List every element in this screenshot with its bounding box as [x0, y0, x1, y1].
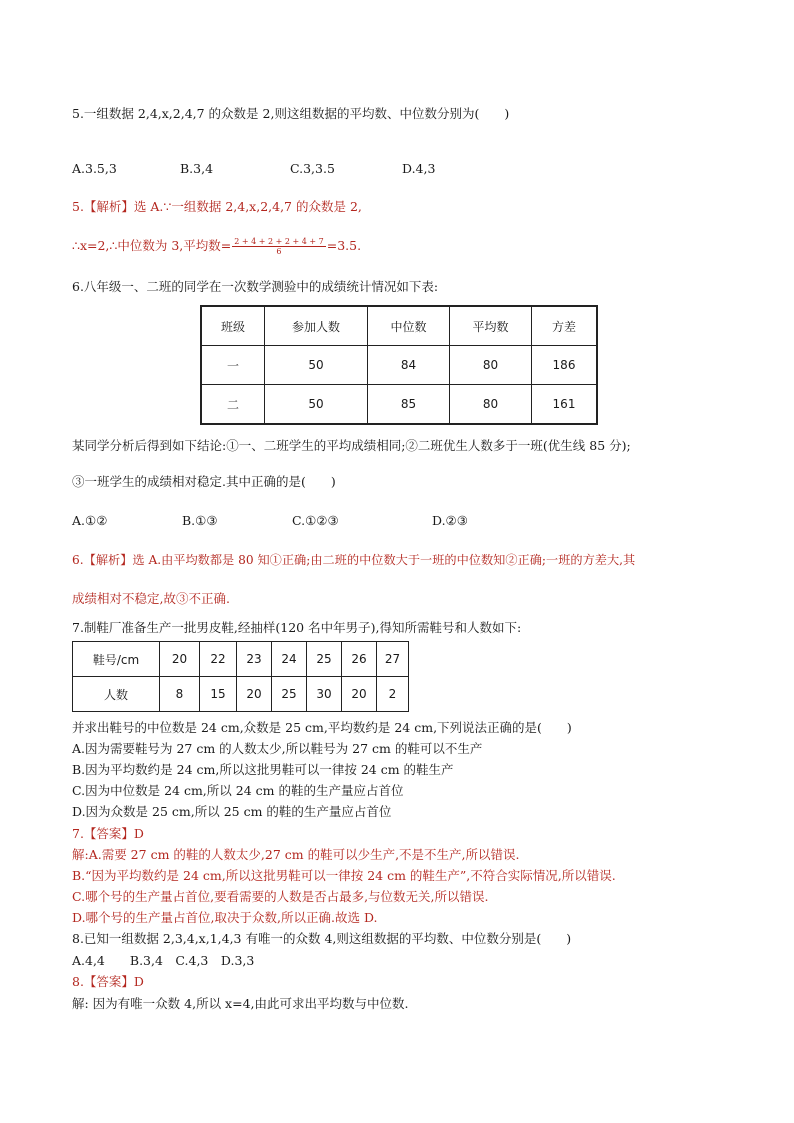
table-row — [73, 642, 409, 677]
table-cell: 50 — [265, 385, 368, 425]
q5-options — [72, 161, 435, 177]
table-row — [201, 385, 597, 425]
q5-option-b: B.3,4 — [180, 161, 214, 176]
q6-question: 6.八年级一、二班的同学在一次数学测验中的成绩统计情况如下表: — [72, 279, 439, 294]
table-header-cell: 平均数 — [450, 306, 532, 346]
q7-question: 7.制鞋厂准备生产一批男皮鞋,经抽样(120 名中年男子),得知所需鞋号和人数如下: — [72, 620, 522, 635]
table-cell: 22 — [200, 642, 237, 677]
q6-option-a: A.①② — [72, 513, 108, 528]
table-cell: 30 — [307, 677, 342, 712]
table-cell: 20 — [237, 677, 272, 712]
table-cell: 2 — [377, 677, 409, 712]
q7-solution-line3: C.哪个号的生产量占首位,要看需要的人数是否占最多,与位数无关,所以错误. — [72, 889, 489, 904]
table-cell: 161 — [532, 385, 598, 425]
q7-option-a: A.因为需要鞋号为 27 cm 的人数太少,所以鞋号为 27 cm 的鞋可以不生产 — [72, 741, 483, 756]
q6-options — [72, 513, 468, 529]
q5-mean-fraction — [232, 237, 325, 256]
table-cell: 人数 — [73, 677, 160, 712]
q5-fraction-numerator: 2 + 4 + 2 + 2 + 4 + 7 — [234, 237, 324, 246]
table-cell: 84 — [368, 346, 450, 385]
q7-option-c: C.因为中位数是 24 cm,所以 24 cm 的鞋的生产量应占首位 — [72, 783, 404, 798]
q5-option-a: A.3.5,3 — [72, 161, 117, 176]
table-cell: 二 — [201, 385, 265, 425]
q7-solution-line1: 解:A.需要 27 cm 的鞋的人数太少,27 cm 的鞋可以少生产,不是不生产,所以错误. — [72, 847, 520, 862]
table-cell: 26 — [342, 642, 377, 677]
table-header-cell: 参加人数 — [265, 306, 368, 346]
table-cell: 80 — [450, 385, 532, 425]
q5-option-d: D.4,3 — [402, 161, 436, 176]
table-cell: 24 — [272, 642, 307, 677]
q8-solution: 解: 因为有唯一众数 4,所以 x=4,由此可求出平均数与中位数. — [72, 996, 409, 1011]
q5-analysis-line1: 5.【解析】选 A.∵一组数据 2,4,x,2,4,7 的众数是 2, — [72, 199, 362, 214]
table-row — [201, 346, 597, 385]
table-cell: 27 — [377, 642, 409, 677]
q8-answer: 8.【答案】D — [72, 974, 144, 989]
table-cell: 15 — [200, 677, 237, 712]
q6-score-table — [200, 305, 598, 425]
q7-answer: 7.【答案】D — [72, 826, 144, 841]
q5-fraction-denominator: 6 — [276, 247, 282, 256]
q7-option-d: D.因为众数是 25 cm,所以 25 cm 的鞋的生产量应占首位 — [72, 804, 392, 819]
table-row — [73, 677, 409, 712]
q6-option-c: C.①②③ — [292, 513, 339, 528]
q8-question: 8.已知一组数据 2,3,4,x,1,4,3 有唯一的众数 4,则这组数据的平均数、中位数分别是( ) — [72, 931, 572, 946]
table-header-cell: 方差 — [532, 306, 598, 346]
q5-analysis-suffix: =3.5. — [326, 238, 362, 253]
table-cell: 186 — [532, 346, 598, 385]
table-cell: 鞋号/cm — [73, 642, 160, 677]
table-cell: 20 — [342, 677, 377, 712]
table-cell: 25 — [272, 677, 307, 712]
table-header-row — [201, 306, 597, 346]
q5-analysis-prefix: ∴x=2,∴中位数为 3,平均数= — [72, 238, 232, 253]
q7-solution-line2: B.“因为平均数约是 24 cm,所以这批男鞋可以一律按 24 cm 的鞋生产”,不符合实际情况,所以错误. — [72, 868, 616, 883]
q6-conclusion-line1: 某同学分析后得到如下结论:①一、二班学生的平均成绩相同;②二班优生人数多于一班(优生线 85 分); — [72, 438, 631, 453]
table-cell: 80 — [450, 346, 532, 385]
table-cell: 25 — [307, 642, 342, 677]
q5-question: 5.一组数据 2,4,x,2,4,7 的众数是 2,则这组数据的平均数、中位数分别为( ) — [72, 106, 510, 121]
table-cell: 一 — [201, 346, 265, 385]
q6-analysis-line2: 成绩相对不稳定,故③不正确. — [72, 591, 230, 606]
q7-option-b: B.因为平均数约是 24 cm,所以这批男鞋可以一律按 24 cm 的鞋生产 — [72, 762, 454, 777]
q8-options: A.4,4 B.3,4 C.4,3 D.3,3 — [72, 953, 255, 968]
table-cell: 50 — [265, 346, 368, 385]
q6-analysis-line1: 6.【解析】选 A.由平均数都是 80 知①正确;由二班的中位数大于一班的中位数知②正确;一班的方差大,其 — [72, 553, 636, 567]
q7-solution-line4: D.哪个号的生产量占首位,取决于众数,所以正确.故选 D. — [72, 910, 378, 925]
table-header-cell: 中位数 — [368, 306, 450, 346]
table-cell: 8 — [160, 677, 200, 712]
q6-option-d: D.②③ — [432, 513, 468, 528]
table-cell: 23 — [237, 642, 272, 677]
table-cell: 85 — [368, 385, 450, 425]
table-header-cell: 班级 — [201, 306, 265, 346]
q5-option-c: C.3,3.5 — [290, 161, 335, 176]
q7-statement: 并求出鞋号的中位数是 24 cm,众数是 25 cm,平均数约是 24 cm,下列说法正确的是( ) — [72, 720, 572, 735]
q7-shoe-size-table — [72, 641, 409, 712]
q5-analysis-line2 — [72, 236, 361, 256]
q6-option-b: B.①③ — [182, 513, 218, 528]
table-cell: 20 — [160, 642, 200, 677]
q6-conclusion-line2: ③一班学生的成绩相对稳定.其中正确的是( ) — [72, 474, 336, 489]
